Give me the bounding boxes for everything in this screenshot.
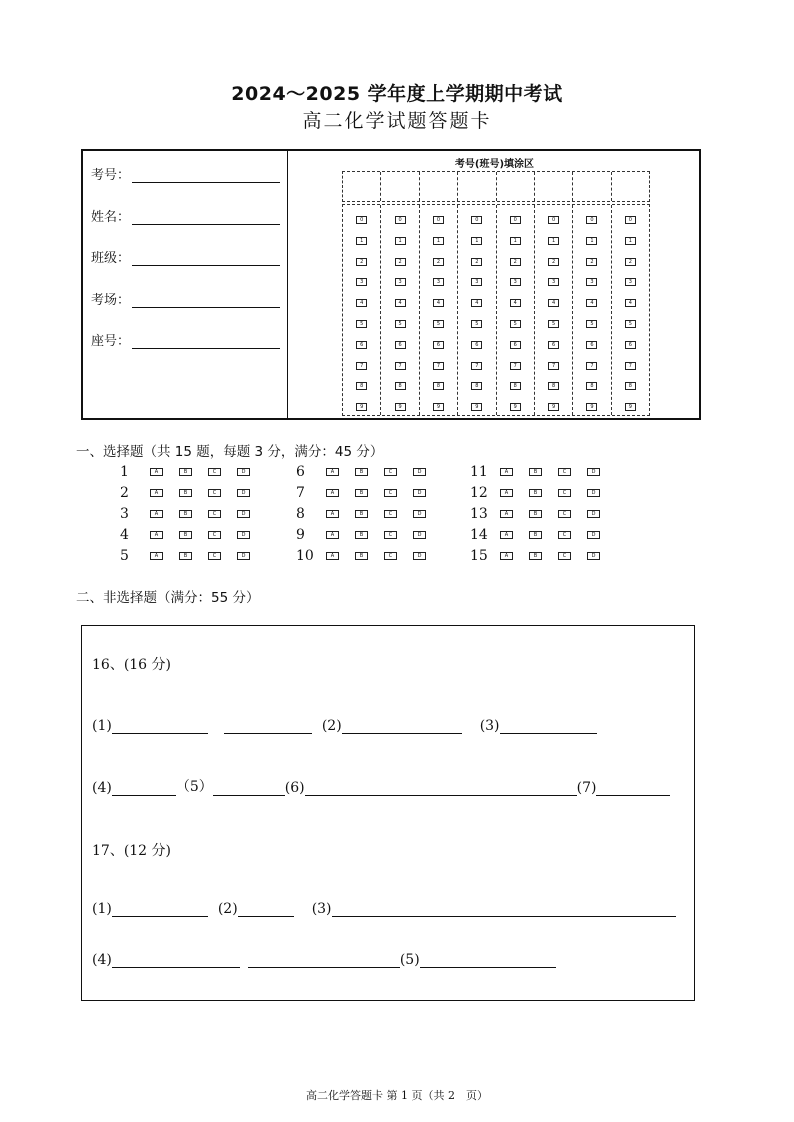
name-field[interactable]: [91, 205, 280, 225]
mc-option-bubble[interactable]: A: [326, 510, 339, 518]
write-line[interactable]: [132, 210, 280, 225]
mc-option-bubble[interactable]: A: [150, 489, 163, 497]
id-digit-bubble[interactable]: 8: [548, 382, 559, 390]
mc-question-number: 5: [120, 548, 129, 564]
id-digit-column: [458, 205, 496, 415]
q17-row1: [92, 897, 676, 917]
id-write-boxes: [342, 171, 650, 202]
id-digit-bubble[interactable]: 0: [471, 216, 482, 224]
mc-question-number: 4: [120, 527, 129, 543]
id-digit-bubble[interactable]: 5: [510, 320, 521, 328]
id-digit-bubble[interactable]: 7: [510, 362, 521, 370]
id-digit-bubble[interactable]: 3: [586, 278, 597, 286]
exam-title: 2024～2025 学年度上学期期中考试: [231, 83, 563, 105]
write-line[interactable]: [132, 293, 280, 308]
card-title: 高二化学试题答题卡: [302, 110, 492, 132]
id-digit-bubble[interactable]: 0: [395, 216, 406, 224]
exam-number-field[interactable]: [91, 163, 280, 183]
id-digit-bubble[interactable]: 3: [471, 278, 482, 286]
id-write-box[interactable]: [343, 172, 381, 201]
id-digit-bubble[interactable]: 4: [433, 299, 444, 307]
mc-option-bubble[interactable]: B: [355, 468, 368, 476]
q16-row2: [92, 776, 670, 796]
mc-option-bubble[interactable]: C: [384, 510, 397, 518]
mc-question-number: 2: [120, 485, 129, 501]
id-digit-column: [420, 205, 458, 415]
mc-option-bubble[interactable]: B: [529, 552, 542, 560]
mc-option-bubble[interactable]: A: [326, 489, 339, 497]
mc-option-bubble[interactable]: A: [500, 531, 513, 539]
id-digit-bubble[interactable]: 9: [395, 403, 406, 411]
id-digit-bubble[interactable]: 0: [548, 216, 559, 224]
mc-option-bubble[interactable]: A: [150, 468, 163, 476]
answer-blank[interactable]: [420, 951, 556, 968]
answer-box: [81, 625, 695, 1001]
mc-question-row: [120, 548, 266, 564]
id-digit-bubble[interactable]: 1: [356, 237, 367, 245]
mc-option-bubble[interactable]: B: [179, 468, 192, 476]
mc-question-row: [120, 464, 266, 480]
id-digit-bubble[interactable]: 6: [625, 341, 636, 349]
blank-label: (4): [92, 780, 112, 796]
mc-option-bubble[interactable]: B: [529, 489, 542, 497]
id-digit-bubble[interactable]: 9: [356, 403, 367, 411]
id-digit-bubble[interactable]: 4: [586, 299, 597, 307]
id-digit-bubble[interactable]: 6: [356, 341, 367, 349]
mc-option-bubble[interactable]: B: [355, 489, 368, 497]
answer-blank[interactable]: [305, 779, 577, 796]
id-digit-bubble[interactable]: 8: [356, 382, 367, 390]
id-digit-bubble[interactable]: 5: [395, 320, 406, 328]
id-digit-bubble[interactable]: 3: [356, 278, 367, 286]
blank-label: (7): [576, 780, 597, 796]
id-digit-bubble[interactable]: 2: [548, 258, 559, 266]
id-digit-bubble[interactable]: 7: [356, 362, 367, 370]
blank-label: (4): [92, 952, 112, 968]
id-digit-bubble[interactable]: 5: [471, 320, 482, 328]
seat-number-field[interactable]: [91, 329, 280, 349]
id-digit-column: [343, 205, 381, 415]
id-digit-bubble[interactable]: 4: [471, 299, 482, 307]
mc-option-bubble[interactable]: A: [326, 531, 339, 539]
mc-option-bubble[interactable]: D: [413, 489, 426, 497]
id-digit-bubble[interactable]: 3: [625, 278, 636, 286]
answer-blank[interactable]: [332, 900, 676, 917]
id-digit-bubble[interactable]: 9: [471, 403, 482, 411]
id-digit-bubble[interactable]: 8: [586, 382, 597, 390]
answer-blank[interactable]: [112, 717, 208, 734]
id-digit-bubble[interactable]: 7: [433, 362, 444, 370]
id-digit-bubble[interactable]: 2: [471, 258, 482, 266]
mc-question-number: 9: [296, 527, 305, 543]
mc-question-row: [296, 527, 442, 543]
mc-option-bubble[interactable]: B: [179, 552, 192, 560]
id-digit-bubble[interactable]: 5: [625, 320, 636, 328]
mc-option-bubble[interactable]: A: [500, 552, 513, 560]
mc-option-bubble[interactable]: D: [237, 468, 250, 476]
id-digit-bubble[interactable]: 7: [395, 362, 406, 370]
field-label: 班级：: [91, 251, 131, 266]
mc-option-bubble[interactable]: B: [179, 489, 192, 497]
mc-option-bubble[interactable]: B: [529, 468, 542, 476]
id-write-box[interactable]: [497, 172, 535, 201]
id-digit-bubble[interactable]: 9: [548, 403, 559, 411]
id-digit-bubble[interactable]: 0: [433, 216, 444, 224]
mc-option-bubble[interactable]: C: [558, 531, 571, 539]
id-digit-bubble[interactable]: 2: [395, 258, 406, 266]
mc-option-bubble[interactable]: B: [355, 552, 368, 560]
mc-question-number: 10: [296, 548, 314, 564]
mc-option-bubble[interactable]: D: [587, 552, 600, 560]
id-digit-bubble[interactable]: 6: [510, 341, 521, 349]
mc-option-bubble[interactable]: D: [587, 531, 600, 539]
id-digit-bubble[interactable]: 9: [586, 403, 597, 411]
mc-question-number: 3: [120, 506, 129, 522]
id-digit-bubble[interactable]: 6: [395, 341, 406, 349]
class-field[interactable]: [91, 246, 280, 266]
id-digit-bubble[interactable]: 2: [433, 258, 444, 266]
blank-label: (2): [321, 718, 342, 734]
answer-blank[interactable]: [500, 717, 597, 734]
mc-option-bubble[interactable]: C: [558, 552, 571, 560]
field-label: 姓名：: [91, 210, 131, 225]
mc-question-row: [120, 527, 266, 543]
blank-label: (1): [92, 901, 112, 917]
answer-blank[interactable]: [112, 951, 240, 968]
id-digit-bubble[interactable]: 0: [586, 216, 597, 224]
info-divider: [287, 151, 288, 418]
mc-option-bubble[interactable]: D: [237, 489, 250, 497]
mc-question-number: 7: [296, 485, 305, 501]
mc-option-bubble[interactable]: C: [208, 510, 221, 518]
mc-question-row: [470, 527, 616, 543]
field-label: 考场：: [91, 293, 131, 308]
id-digit-bubble[interactable]: 9: [625, 403, 636, 411]
id-digit-bubble[interactable]: 3: [548, 278, 559, 286]
id-digit-bubble[interactable]: 5: [356, 320, 367, 328]
id-digit-bubble[interactable]: 9: [433, 403, 444, 411]
mc-option-bubble[interactable]: D: [413, 468, 426, 476]
id-digit-column: [573, 205, 611, 415]
id-digit-bubble[interactable]: 7: [625, 362, 636, 370]
write-line[interactable]: [132, 334, 280, 349]
id-digit-bubble[interactable]: 5: [433, 320, 444, 328]
id-digit-bubble[interactable]: 1: [625, 237, 636, 245]
mc-option-bubble[interactable]: C: [384, 468, 397, 476]
id-write-box[interactable]: [458, 172, 496, 201]
id-write-box[interactable]: [573, 172, 611, 201]
q17-heading: 17、(12 分): [92, 843, 172, 859]
blank-label: (3): [311, 901, 332, 917]
mc-option-bubble[interactable]: C: [208, 489, 221, 497]
id-digit-bubble[interactable]: 2: [510, 258, 521, 266]
id-digit-bubble[interactable]: 3: [510, 278, 521, 286]
id-digit-bubble[interactable]: 4: [356, 299, 367, 307]
id-digit-bubble[interactable]: 1: [510, 237, 521, 245]
mc-option-bubble[interactable]: D: [587, 489, 600, 497]
id-digit-bubble[interactable]: 5: [586, 320, 597, 328]
answer-blank[interactable]: [224, 717, 312, 734]
id-digit-bubble[interactable]: 9: [510, 403, 521, 411]
write-line[interactable]: [132, 251, 280, 266]
id-digit-bubble[interactable]: 1: [433, 237, 444, 245]
blank-label: (3): [479, 718, 500, 734]
id-digit-bubble[interactable]: 8: [625, 382, 636, 390]
mc-question-number: 15: [470, 548, 488, 564]
q16-heading: 16、(16 分): [92, 657, 172, 673]
mc-option-bubble[interactable]: C: [558, 468, 571, 476]
blank-label: (1): [92, 718, 112, 734]
mc-option-bubble[interactable]: D: [237, 552, 250, 560]
mc-option-bubble[interactable]: C: [208, 531, 221, 539]
id-digit-bubble[interactable]: 7: [548, 362, 559, 370]
field-label: 座号：: [91, 334, 131, 349]
answer-blank[interactable]: [342, 717, 462, 734]
mc-question-number: 14: [470, 527, 488, 543]
mc-question-number: 8: [296, 506, 305, 522]
mc-option-bubble[interactable]: B: [355, 510, 368, 518]
mc-question-row: [296, 464, 442, 480]
mc-option-bubble[interactable]: A: [500, 489, 513, 497]
mc-option-bubble[interactable]: C: [384, 552, 397, 560]
id-digit-bubble[interactable]: 8: [395, 382, 406, 390]
q17-row2: [92, 948, 556, 968]
page-footer: 高二化学答题卡 第 1 页（共 2 页）: [306, 1089, 488, 1102]
mc-option-bubble[interactable]: A: [150, 510, 163, 518]
mc-option-bubble[interactable]: C: [384, 531, 397, 539]
mc-option-bubble[interactable]: B: [355, 531, 368, 539]
id-digit-bubble[interactable]: 6: [586, 341, 597, 349]
mc-option-bubble[interactable]: A: [500, 468, 513, 476]
answer-blank[interactable]: [213, 779, 285, 796]
id-digit-bubble[interactable]: 8: [510, 382, 521, 390]
id-digit-bubble[interactable]: 0: [625, 216, 636, 224]
id-write-box[interactable]: [535, 172, 573, 201]
id-digit-bubble[interactable]: 0: [510, 216, 521, 224]
section1-title: 一、选择题（共 15 题，每题 3 分，满分：45 分）: [76, 444, 384, 460]
answer-blank[interactable]: [248, 951, 400, 968]
mc-question-row: [120, 506, 266, 522]
id-digit-bubble[interactable]: 8: [433, 382, 444, 390]
student-info-box: [81, 149, 701, 420]
id-digit-column: [535, 205, 573, 415]
mc-option-bubble[interactable]: B: [529, 510, 542, 518]
exam-room-field[interactable]: [91, 288, 280, 308]
mc-question-row: [296, 548, 442, 564]
mc-question-row: [470, 506, 616, 522]
mc-question-row: [470, 485, 616, 501]
mc-option-bubble[interactable]: D: [237, 531, 250, 539]
write-line[interactable]: [132, 168, 280, 183]
id-digit-bubble[interactable]: 1: [395, 237, 406, 245]
mc-option-bubble[interactable]: B: [179, 510, 192, 518]
id-digit-bubble[interactable]: 4: [625, 299, 636, 307]
answer-blank[interactable]: [112, 779, 176, 796]
id-digit-bubble[interactable]: 7: [586, 362, 597, 370]
mc-option-bubble[interactable]: A: [500, 510, 513, 518]
id-digit-column: [612, 205, 649, 415]
id-digit-bubble[interactable]: 5: [548, 320, 559, 328]
blank-label: (6): [284, 780, 305, 796]
id-digit-bubble[interactable]: 1: [586, 237, 597, 245]
mc-option-bubble[interactable]: D: [587, 468, 600, 476]
mc-option-bubble[interactable]: A: [326, 552, 339, 560]
id-digit-column: [381, 205, 419, 415]
mc-option-bubble[interactable]: D: [413, 531, 426, 539]
id-digit-bubble[interactable]: 0: [356, 216, 367, 224]
mc-option-bubble[interactable]: B: [179, 531, 192, 539]
mc-question-row: [470, 464, 616, 480]
field-label: 考号：: [91, 168, 131, 183]
mc-option-bubble[interactable]: C: [208, 552, 221, 560]
id-digit-bubble[interactable]: 7: [471, 362, 482, 370]
mc-question-row: [296, 506, 442, 522]
answer-blank[interactable]: [238, 900, 294, 917]
mc-option-bubble[interactable]: A: [150, 531, 163, 539]
mc-question-number: 12: [470, 485, 488, 501]
id-digit-bubble[interactable]: 2: [625, 258, 636, 266]
blank-label: (2): [217, 901, 238, 917]
mc-option-bubble[interactable]: C: [208, 468, 221, 476]
id-write-box[interactable]: [612, 172, 649, 201]
mc-option-bubble[interactable]: C: [558, 510, 571, 518]
id-write-box[interactable]: [381, 172, 419, 201]
mc-option-bubble[interactable]: D: [587, 510, 600, 518]
mc-option-bubble[interactable]: D: [413, 510, 426, 518]
id-digit-bubble[interactable]: 3: [395, 278, 406, 286]
id-digit-bubble[interactable]: 2: [356, 258, 367, 266]
mc-question-row: [120, 485, 266, 501]
id-digit-bubble[interactable]: 1: [548, 237, 559, 245]
mc-option-bubble[interactable]: C: [558, 489, 571, 497]
id-digit-bubble[interactable]: 8: [471, 382, 482, 390]
mc-question-number: 6: [296, 464, 305, 480]
mc-question-number: 11: [470, 464, 488, 480]
id-digit-bubble[interactable]: 6: [471, 341, 482, 349]
id-digit-bubble[interactable]: 4: [510, 299, 521, 307]
mc-option-bubble[interactable]: D: [413, 552, 426, 560]
mc-option-bubble[interactable]: D: [237, 510, 250, 518]
mc-question-row: [470, 548, 616, 564]
id-digit-bubble[interactable]: 3: [433, 278, 444, 286]
id-bubble-grid: [342, 204, 650, 416]
id-digit-column: [497, 205, 535, 415]
q16-row1: [92, 714, 597, 734]
mc-option-bubble[interactable]: A: [326, 468, 339, 476]
mc-question-number: 1: [120, 464, 129, 480]
blank-label: （5）: [175, 779, 213, 795]
id-digit-bubble[interactable]: 2: [586, 258, 597, 266]
id-write-box[interactable]: [420, 172, 458, 201]
mc-question-number: 13: [470, 506, 488, 522]
blank-label: (5): [399, 952, 420, 968]
mc-option-bubble[interactable]: B: [529, 531, 542, 539]
id-digit-bubble[interactable]: 4: [548, 299, 559, 307]
id-digit-bubble[interactable]: 1: [471, 237, 482, 245]
answer-blank[interactable]: [596, 779, 670, 796]
id-digit-bubble[interactable]: 6: [433, 341, 444, 349]
mc-option-bubble[interactable]: C: [384, 489, 397, 497]
id-digit-bubble[interactable]: 4: [395, 299, 406, 307]
id-digit-bubble[interactable]: 6: [548, 341, 559, 349]
mc-question-row: [296, 485, 442, 501]
section2-title: 二、非选择题（满分：55 分）: [76, 590, 260, 606]
answer-blank[interactable]: [112, 900, 208, 917]
mc-option-bubble[interactable]: A: [150, 552, 163, 560]
id-zone-title: 考号(班号)填涂区: [454, 159, 535, 170]
